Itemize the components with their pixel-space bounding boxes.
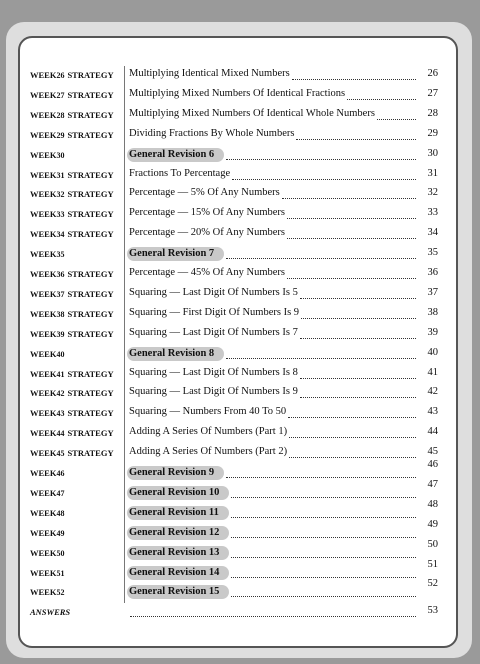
page-number: 28	[427, 107, 438, 119]
strategy-label: STRATEGY	[67, 408, 114, 419]
page-number: 52	[427, 578, 438, 590]
dot-leader	[232, 179, 416, 180]
week-label	[30, 269, 122, 279]
dot-leader	[226, 358, 416, 359]
week-number: 44	[56, 429, 65, 439]
lesson-title: Multiplying Mixed Numbers Of Identical Fractions	[129, 87, 346, 99]
lesson-title: Fractions To Percentage	[129, 167, 231, 179]
week-number: 35	[56, 250, 65, 260]
toc-row[interactable]	[30, 478, 438, 504]
week-label	[30, 607, 122, 617]
strategy-label: STRATEGY	[67, 288, 114, 299]
week-word: WEEK	[30, 269, 57, 279]
week-word: WEEK	[30, 308, 57, 319]
week-number: 47	[56, 488, 65, 498]
strategy-label: STRATEGY	[67, 269, 114, 279]
column-divider	[124, 146, 125, 166]
column-divider	[124, 305, 125, 325]
week-number: 43	[56, 409, 65, 419]
lesson-title: Percentage — 15% Of Any Numbers	[129, 207, 286, 219]
strategy-label: STRATEGY	[67, 189, 114, 200]
lesson-title: Squaring — Last Digit Of Numbers Is 9	[129, 386, 298, 398]
page-number: 34	[427, 227, 438, 239]
strategy-label: STRATEGY	[67, 428, 114, 439]
lesson-title: Squaring — Last Digit Of Numbers Is 5	[129, 286, 298, 298]
revision-title: General Revision 9	[127, 466, 224, 480]
week-number: 39	[56, 329, 65, 339]
dot-leader	[231, 577, 416, 578]
week-label	[30, 249, 122, 259]
page-number: 30	[427, 147, 438, 159]
dot-leader	[296, 139, 416, 140]
week-label	[30, 229, 122, 239]
page-number: 42	[427, 386, 438, 398]
toc-row[interactable]	[30, 66, 438, 86]
week-word: WEEK	[30, 149, 57, 160]
page-number: 43	[427, 406, 438, 418]
toc-row[interactable]	[30, 558, 438, 584]
week-word: WEEK	[30, 408, 57, 419]
page-number: 40	[427, 346, 438, 358]
week-number: 36	[56, 270, 65, 279]
strategy-label: STRATEGY	[67, 89, 114, 100]
page-number: 35	[427, 247, 438, 259]
revision-title: General Revision 13	[127, 546, 229, 560]
toc-row[interactable]	[30, 325, 438, 345]
strategy-label: STRATEGY	[67, 448, 114, 459]
column-divider	[124, 424, 125, 444]
dot-leader	[226, 477, 416, 478]
week-number: 32	[56, 190, 65, 200]
toc-row[interactable]	[30, 365, 438, 385]
week-number: 45	[56, 449, 65, 459]
week-word: WEEK	[30, 249, 57, 260]
dot-leader	[282, 198, 416, 199]
column-divider	[124, 126, 125, 146]
revision-title: General Revision 10	[127, 486, 229, 500]
page-number: 36	[427, 267, 438, 278]
dot-leader	[287, 218, 416, 219]
column-divider	[124, 106, 125, 126]
lesson-title: Percentage — 20% Of Any Numbers	[129, 227, 286, 239]
week-word: WEEK	[30, 388, 57, 399]
revision-title: General Revision 12	[127, 526, 229, 540]
toc-row[interactable]	[30, 404, 438, 424]
week-number: 27	[56, 90, 65, 100]
dot-leader	[231, 596, 416, 597]
week-number: 33	[56, 210, 65, 220]
week-word: ANSWERS	[30, 607, 71, 618]
week-word: WEEK	[30, 89, 57, 100]
toc-row[interactable]	[30, 424, 438, 444]
column-divider	[124, 285, 125, 305]
toc-row[interactable]	[30, 265, 438, 285]
lesson-title: Percentage — 45% Of Any Numbers	[129, 267, 286, 278]
dot-leader	[231, 517, 416, 518]
lesson-title: Multiplying Identical Mixed Numbers	[129, 68, 290, 79]
week-number: 50	[56, 548, 65, 558]
page-number: 50	[427, 538, 438, 550]
column-divider	[124, 265, 125, 285]
dot-leader	[130, 616, 416, 617]
page-number: 38	[427, 306, 438, 318]
week-label	[30, 488, 122, 498]
week-word: WEEK	[30, 547, 57, 558]
column-divider	[124, 404, 125, 424]
week-word: WEEK	[30, 70, 57, 80]
lesson-title: Adding A Series Of Numbers (Part 2)	[129, 446, 288, 458]
week-label	[30, 428, 122, 438]
column-divider	[124, 225, 125, 245]
toc-row[interactable]	[30, 185, 438, 205]
page-number: 29	[427, 127, 438, 139]
page-number: 44	[427, 426, 438, 438]
toc-row[interactable]	[30, 444, 438, 464]
dot-leader	[226, 258, 416, 259]
week-word: WEEK	[30, 468, 57, 478]
page-number: 53	[427, 605, 438, 617]
strategy-label: STRATEGY	[67, 368, 114, 379]
toc-row[interactable]	[30, 146, 438, 166]
toc-row[interactable]	[30, 578, 438, 603]
week-number: 42	[56, 389, 65, 399]
week-number: 38	[56, 309, 65, 319]
page-number: 26	[427, 68, 438, 79]
week-word: WEEK	[30, 507, 57, 518]
week-number: 52	[56, 588, 65, 598]
toc-row[interactable]	[30, 518, 438, 544]
page-number: 45	[427, 446, 438, 458]
week-label	[30, 508, 122, 518]
toc-row[interactable]	[30, 345, 438, 365]
column-divider	[124, 484, 125, 504]
week-word: WEEK	[30, 527, 57, 538]
column-divider	[124, 185, 125, 205]
toc-row[interactable]	[30, 205, 438, 225]
toc-row[interactable]	[30, 305, 438, 325]
week-label	[30, 70, 122, 80]
week-label	[30, 548, 122, 558]
week-word: WEEK	[30, 368, 57, 379]
dot-leader	[300, 397, 416, 398]
toc-row[interactable]	[30, 538, 438, 564]
page-number: 31	[427, 167, 438, 179]
week-label	[30, 349, 122, 359]
lesson-title: Dividing Fractions By Whole Numbers	[129, 127, 295, 139]
page-number: 49	[427, 518, 438, 530]
toc-row[interactable]	[30, 86, 438, 106]
page-number: 39	[427, 326, 438, 338]
lesson-title: Squaring — Numbers From 40 To 50	[129, 406, 287, 418]
week-label	[30, 209, 122, 219]
column-divider	[124, 166, 125, 186]
revision-title: General Revision 14	[127, 566, 229, 580]
revision-title: General Revision 8	[127, 347, 224, 361]
lesson-title: Multiplying Mixed Numbers Of Identical Whole Numbers	[129, 107, 375, 119]
week-word: WEEK	[30, 288, 57, 299]
week-number: 30	[56, 150, 65, 160]
dot-leader	[287, 238, 416, 239]
week-number: 29	[56, 130, 65, 140]
strategy-label: STRATEGY	[67, 209, 114, 220]
strategy-label: STRATEGY	[67, 129, 114, 140]
week-word: WEEK	[30, 567, 57, 578]
page-number: 33	[427, 207, 438, 219]
week-number: 51	[56, 568, 65, 578]
toc-row[interactable]	[30, 285, 438, 305]
lesson-title: Adding A Series Of Numbers (Part 1)	[129, 426, 288, 438]
strategy-label: STRATEGY	[67, 388, 114, 399]
dot-leader	[300, 338, 416, 339]
week-label	[30, 587, 122, 597]
column-divider	[124, 464, 125, 484]
column-divider	[124, 564, 125, 584]
dot-leader	[231, 497, 416, 498]
column-divider	[124, 444, 125, 464]
strategy-label: STRATEGY	[67, 308, 114, 319]
page-number: 48	[427, 498, 438, 510]
week-label	[30, 289, 122, 299]
strategy-label: STRATEGY	[67, 109, 114, 120]
strategy-label: STRATEGY	[67, 169, 114, 180]
week-number: 48	[56, 508, 65, 518]
strategy-label: STRATEGY	[67, 328, 114, 339]
column-divider	[124, 325, 125, 345]
week-word: WEEK	[30, 189, 57, 200]
dot-leader	[226, 159, 416, 160]
week-label	[30, 388, 122, 398]
column-divider	[124, 345, 125, 365]
strategy-label: STRATEGY	[67, 229, 114, 240]
revision-title: General Revision 11	[127, 506, 229, 520]
page-number: 46	[427, 459, 438, 470]
column-divider	[124, 544, 125, 564]
week-word: WEEK	[30, 109, 57, 120]
revision-title: General Revision 7	[127, 247, 224, 261]
dot-leader	[289, 437, 416, 438]
week-number: 26	[56, 71, 65, 80]
week-word: WEEK	[30, 209, 57, 220]
week-label	[30, 468, 122, 478]
week-label	[30, 189, 122, 199]
revision-title: General Revision 6	[127, 148, 224, 162]
week-label	[30, 130, 122, 140]
column-divider	[124, 384, 125, 404]
week-number: 46	[56, 469, 65, 478]
week-label	[30, 90, 122, 100]
toc-row[interactable]	[30, 603, 438, 623]
dot-leader	[292, 79, 416, 80]
column-divider	[124, 205, 125, 225]
dot-leader	[377, 119, 416, 120]
toc-row[interactable]	[30, 126, 438, 146]
week-label	[30, 110, 122, 120]
toc-row[interactable]	[30, 166, 438, 186]
toc-row[interactable]	[30, 245, 438, 265]
week-word: WEEK	[30, 348, 57, 359]
week-number: 28	[56, 110, 65, 120]
week-word: WEEK	[30, 328, 57, 339]
page-number: 37	[427, 286, 438, 298]
strategy-label: STRATEGY	[67, 70, 114, 80]
week-word: WEEK	[30, 428, 57, 439]
week-word: WEEK	[30, 587, 57, 598]
page-number: 32	[427, 187, 438, 199]
week-label	[30, 329, 122, 339]
week-number: 37	[56, 289, 65, 299]
week-number: 31	[56, 170, 65, 180]
column-divider	[124, 365, 125, 385]
week-label	[30, 369, 122, 379]
week-label	[30, 408, 122, 418]
toc-row[interactable]	[30, 498, 438, 524]
column-divider	[124, 583, 125, 603]
week-word: WEEK	[30, 129, 57, 140]
dot-leader	[288, 417, 416, 418]
revision-title: General Revision 15	[127, 585, 229, 599]
toc-row[interactable]	[30, 384, 438, 404]
dot-leader	[289, 457, 416, 458]
dot-leader	[231, 557, 416, 558]
dot-leader	[301, 318, 416, 319]
toc-row[interactable]	[30, 106, 438, 126]
week-label	[30, 448, 122, 458]
dot-leader	[347, 99, 416, 100]
week-label	[30, 170, 122, 180]
column-divider	[124, 245, 125, 265]
page-number: 41	[427, 366, 438, 378]
dot-leader	[300, 378, 416, 379]
column-divider	[124, 524, 125, 544]
week-word: WEEK	[30, 487, 57, 498]
week-number: 49	[56, 528, 65, 538]
week-label	[30, 150, 122, 160]
column-divider	[124, 66, 125, 86]
week-word: WEEK	[30, 169, 57, 180]
lesson-title: Squaring — First Digit Of Numbers Is 9	[129, 306, 300, 318]
toc-row[interactable]	[30, 225, 438, 245]
week-word: WEEK	[30, 448, 57, 459]
week-number: 40	[56, 349, 65, 359]
dot-leader	[287, 278, 416, 279]
week-number: 34	[56, 230, 65, 240]
dot-leader	[231, 537, 416, 538]
week-number: 41	[56, 369, 65, 379]
page-number: 27	[427, 87, 438, 99]
column-divider	[124, 86, 125, 106]
week-label	[30, 309, 122, 319]
dot-leader	[300, 298, 416, 299]
week-label	[30, 568, 122, 578]
week-word: WEEK	[30, 229, 57, 240]
toc-row[interactable]	[30, 459, 438, 484]
page-number: 51	[427, 558, 438, 570]
lesson-title: Percentage — 5% Of Any Numbers	[129, 187, 280, 199]
week-label	[30, 528, 122, 538]
column-divider	[124, 504, 125, 524]
page-number: 47	[427, 478, 438, 490]
lesson-title: Squaring — Last Digit Of Numbers Is 8	[129, 366, 298, 378]
lesson-title: Squaring — Last Digit Of Numbers Is 7	[129, 326, 298, 338]
